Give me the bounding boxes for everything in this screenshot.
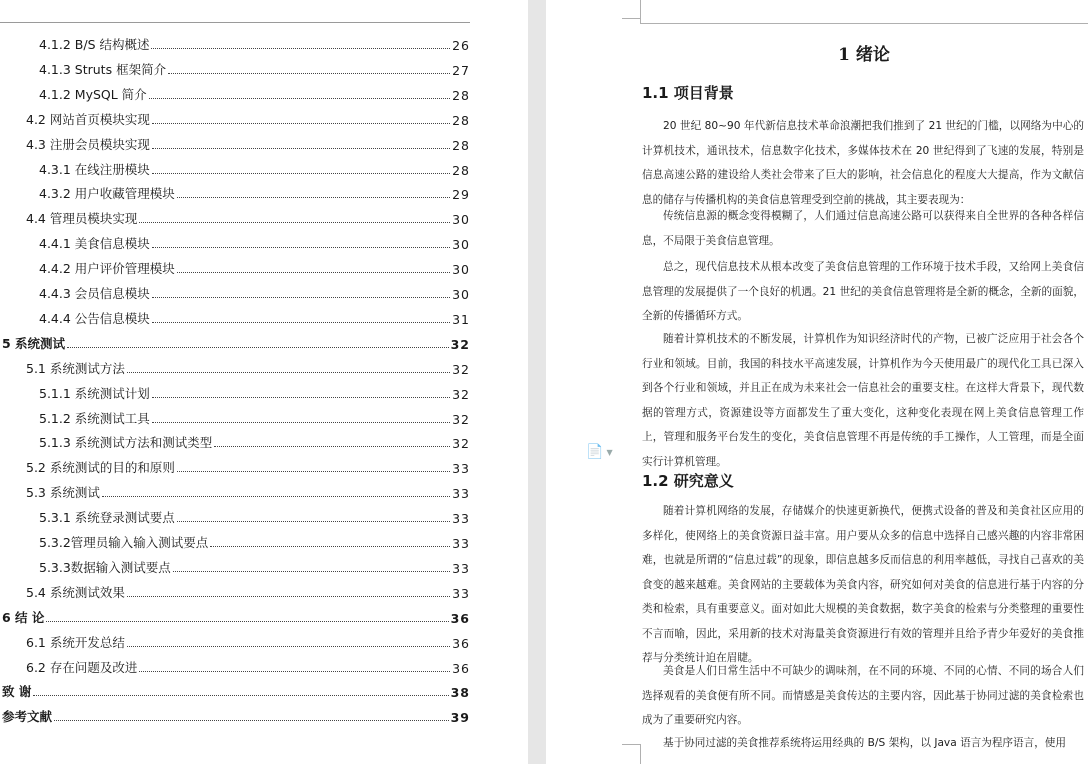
- toc-entry-title: 5.3.3数据输入测试要点: [39, 559, 171, 575]
- toc-entry-title: 5.4 系统测试效果: [26, 584, 125, 600]
- toc-page-number: 28: [452, 112, 470, 128]
- toc-entry-title: 6.1 系统开发总结: [26, 634, 125, 650]
- toc-page-number: 33: [452, 511, 470, 527]
- toc-page-number: 36: [452, 635, 470, 651]
- content-page: [546, 0, 1088, 764]
- toc-entry[interactable]: [0, 58, 470, 78]
- toc-leader-dots: [152, 173, 450, 174]
- toc-page-number: 38: [450, 685, 470, 701]
- toc-page-number: 27: [452, 62, 470, 78]
- toc-entry-title: 4.4.4 公告信息模块: [39, 310, 150, 326]
- toc-page-number: 32: [452, 361, 470, 377]
- page-header-area: [640, 0, 1088, 24]
- section-heading: 1.1 项目背景: [642, 84, 734, 102]
- toc-leader-dots: [177, 272, 450, 273]
- toc-leader-dots: [152, 148, 450, 149]
- toc-entry[interactable]: [0, 631, 470, 651]
- toc-entry[interactable]: [0, 431, 470, 451]
- toc-leader-dots: [214, 446, 450, 447]
- toc-entry-title: 4.4 管理员模块实现: [26, 211, 138, 227]
- page-top-rule: [0, 22, 470, 23]
- toc-entry-title: 4.1.2 B/S 结构概述: [39, 37, 150, 52]
- document-options-icon[interactable]: [586, 444, 614, 460]
- toc-page-number: 28: [452, 87, 470, 103]
- toc-entry-title: 参考文献: [2, 709, 53, 725]
- toc-leader-dots: [177, 197, 450, 198]
- section-heading: 1.2 研究意义: [642, 472, 734, 490]
- toc-entry[interactable]: [0, 158, 470, 178]
- toc-leader-dots: [210, 546, 450, 547]
- toc-page-number: 31: [452, 311, 470, 327]
- margin-corner-mark: [622, 744, 640, 745]
- toc-entry-title: 4.4.1 美食信息模块: [39, 236, 150, 252]
- toc-entry-title: 5.1.2 系统测试工具: [39, 410, 150, 426]
- toc-leader-dots: [152, 247, 450, 248]
- toc-page-number: 32: [452, 411, 470, 427]
- toc-entry-title: 4.4.2 用户评价管理模块: [39, 261, 175, 277]
- toc-entry[interactable]: [0, 456, 470, 476]
- toc-leader-dots: [127, 372, 450, 373]
- toc-page-number: 29: [452, 187, 470, 203]
- toc-entry-title: 4.1.3 Struts 框架简介: [39, 61, 167, 77]
- toc-leader-dots: [33, 695, 448, 696]
- toc-page-number: 26: [452, 38, 470, 53]
- toc-entry-title: 5 系统测试: [2, 335, 66, 351]
- toc-entry[interactable]: [0, 581, 470, 601]
- toc-entry[interactable]: [0, 656, 470, 676]
- toc-entry-title: 致 谢: [2, 684, 32, 700]
- toc-leader-dots: [139, 671, 450, 672]
- toc-page-number: 30: [452, 212, 470, 228]
- page-gap: [528, 0, 546, 764]
- toc-entry[interactable]: [0, 357, 470, 377]
- toc-entry-title: 5.3.2管理员输入输入测试要点: [39, 535, 209, 550]
- toc-leader-dots: [152, 322, 450, 323]
- paragraph: 随着计算机技术的不断发展，计算机作为知识经济时代的产物，已被广泛应用于社会各个行业和领域。目前，我国的科技水平高速发展，计算机作为今天使用最广的现代化工具已深入到各个行业和领域，并且正在成为未来社会一信息社会的重要支柱。在这样大背景下，现代数据的管理方式，资源建设等方面都发生了重大变化，这种变化表现在网上美食信息管理工作上，管理和服务平台发生的变化，美食信息管理不再是传统的手工操作，人工管理，而是全面实行计算机管理。: [642, 333, 1084, 468]
- toc-page-number: 33: [452, 585, 470, 601]
- toc-leader-dots: [149, 98, 450, 99]
- toc-page-number: 33: [452, 560, 470, 576]
- toc-entry[interactable]: [0, 182, 470, 202]
- toc-entry-title: 4.3.1 在线注册模块: [39, 161, 150, 177]
- paragraph: 20 世纪 80~90 年代新信息技术革命浪潮把我们推到了 21 世纪的门槛，以网络为中心的计算机技术，通讯技术，信息数字化技术，多媒体技术在 20 世纪得到了飞速的发展，特别是信息高速公路的建设给人类社会带来了巨大的影响，社会信息化的程度大大提高，作为文献信息的储存与传播机构的美食信息管理受到空前的挑战，其主要表现为：: [642, 120, 1084, 206]
- margin-corner-mark: [640, 744, 641, 764]
- toc-page-number: 28: [452, 162, 470, 178]
- toc-leader-dots: [168, 73, 450, 74]
- toc-entry[interactable]: [0, 481, 470, 501]
- toc-entry[interactable]: [0, 705, 470, 725]
- toc-page-number: 33: [452, 486, 470, 502]
- toc-page-number: 30: [452, 287, 470, 302]
- toc-leader-dots: [127, 646, 450, 647]
- toc-page-number: 30: [452, 237, 470, 253]
- toc-page-number: 36: [450, 610, 470, 626]
- toc-leader-dots: [102, 496, 450, 497]
- toc-entry-title: 5.3.1 系统登录测试要点: [39, 510, 175, 526]
- toc-entry[interactable]: [0, 108, 470, 128]
- toc-entry[interactable]: [0, 680, 470, 700]
- toc-leader-dots: [152, 397, 450, 398]
- toc-entry-title: 5.1 系统测试方法: [26, 360, 125, 376]
- toc-entry-title: 4.1.2 MySQL 简介: [39, 86, 147, 102]
- toc-leader-dots: [152, 422, 450, 423]
- toc-entry-title: 5.3 系统测试: [26, 485, 100, 501]
- toc-entry[interactable]: [0, 506, 470, 526]
- chapter-title: 1 绪论: [838, 45, 890, 65]
- toc-entry-title: 4.3.2 用户收藏管理模块: [39, 186, 175, 202]
- toc-leader-dots: [139, 222, 450, 223]
- toc-page-number: 30: [452, 262, 470, 278]
- toc-entry[interactable]: [0, 207, 470, 227]
- toc-entry-title: 5.2 系统测试的目的和原则: [26, 460, 175, 476]
- toc-entry[interactable]: [0, 307, 470, 327]
- paragraph: 随着计算机网络的发展，存储媒介的快速更新换代，便携式设备的普及和美食社区应用的多样化，使网络上的美食资源日益丰富。用户要从众多的信息中选择自己感兴趣的内容非常困难，也就是所谓的“信息过载”的现象，即信息越多反而信息的利用率越低，寻找自己喜欢的美食变的越来越难。美食网站的主要载体为美食内容，研究如何对美食的信息进行基于内容的分类和检索，具有重要意义。面对如此大规模的美食数据，数字美食的检索与分类整理的重要性不言而喻，因此，采用新的技术对海量美食资源进行有效的管理并且给予青少年爱好的美食推荐与分类统计迫在眉睫。: [642, 505, 1084, 664]
- paragraph: 传统信息源的概念变得模糊了，人们通过信息高速公路可以获得来自全世界的各种各样信息，不局限于美食信息管理。: [642, 210, 1084, 247]
- toc-page-number: 28: [452, 137, 470, 153]
- toc-entry[interactable]: [0, 83, 470, 103]
- toc-leader-dots: [151, 48, 450, 49]
- toc-leader-dots: [67, 347, 449, 348]
- toc-entry-title: 5.1.1 系统测试计划: [39, 385, 150, 401]
- toc-entry[interactable]: [0, 332, 470, 352]
- paragraph: 总之，现代信息技术从根本改变了美食信息管理的工作环境于技术手段，又给网上美食信息管理的发展提供了一个良好的机遇。21 世纪的美食信息管理将是全新的概念，全新的面貌，全新的传播循环方式。: [642, 261, 1084, 322]
- toc-entry-title: 4.2 网站首页模块实现: [26, 111, 150, 127]
- toc-entry[interactable]: [0, 33, 470, 53]
- toc-leader-dots: [46, 621, 448, 622]
- toc-entry[interactable]: [0, 382, 470, 402]
- toc-page-number: 32: [452, 436, 470, 452]
- toc-entry[interactable]: [0, 282, 470, 302]
- toc-page-number: 33: [452, 536, 470, 551]
- toc-entry[interactable]: [0, 133, 470, 153]
- toc-entry[interactable]: [0, 232, 470, 252]
- toc-leader-dots: [173, 571, 450, 572]
- toc-leader-dots: [54, 720, 449, 721]
- toc-page-number: 32: [450, 336, 470, 352]
- toc-entry-title: 4.3 注册会员模块实现: [26, 136, 150, 152]
- toc-entry-title: 5.1.3 系统测试方法和测试类型: [39, 435, 213, 451]
- toc-page-number: 32: [452, 386, 470, 402]
- toc-page-number: 33: [452, 461, 470, 477]
- toc-entry-title: 4.4.3 会员信息模块: [39, 286, 150, 301]
- toc-leader-dots: [177, 521, 450, 522]
- toc-entry-title: 6 结 论: [2, 609, 45, 625]
- toc-entry[interactable]: [0, 606, 470, 626]
- paragraph: 美食是人们日常生活中不可缺少的调味剂，在不同的环境、不同的心情、不同的场合人们选择观看的美食便有所不同。而情感是美食传达的主要内容，因此基于协同过滤的美食检索也成为了重要研究内容。: [642, 665, 1084, 726]
- document-icon: 📄: [586, 444, 604, 460]
- paragraph: 基于协同过滤的美食推荐系统将运用经典的 B/S 架构，以 Java 语言为程序语言，使用: [663, 737, 1066, 749]
- toc-leader-dots: [152, 123, 450, 124]
- toc-page-number: 39: [450, 710, 470, 726]
- toc-entry-title: 6.2 存在问题及改进: [26, 659, 138, 675]
- toc-entry[interactable]: [0, 556, 470, 576]
- toc-leader-dots: [177, 471, 450, 472]
- toc-page-number: 36: [452, 660, 470, 676]
- toc-entry[interactable]: [0, 257, 470, 277]
- toc-leader-dots: [127, 596, 450, 597]
- toc-leader-dots: [152, 297, 450, 298]
- chevron-down-icon: ▼: [606, 447, 613, 457]
- margin-corner-mark: [622, 18, 640, 19]
- toc-page: [0, 0, 528, 764]
- toc-entry[interactable]: [0, 407, 470, 427]
- toc-entry[interactable]: [0, 531, 470, 551]
